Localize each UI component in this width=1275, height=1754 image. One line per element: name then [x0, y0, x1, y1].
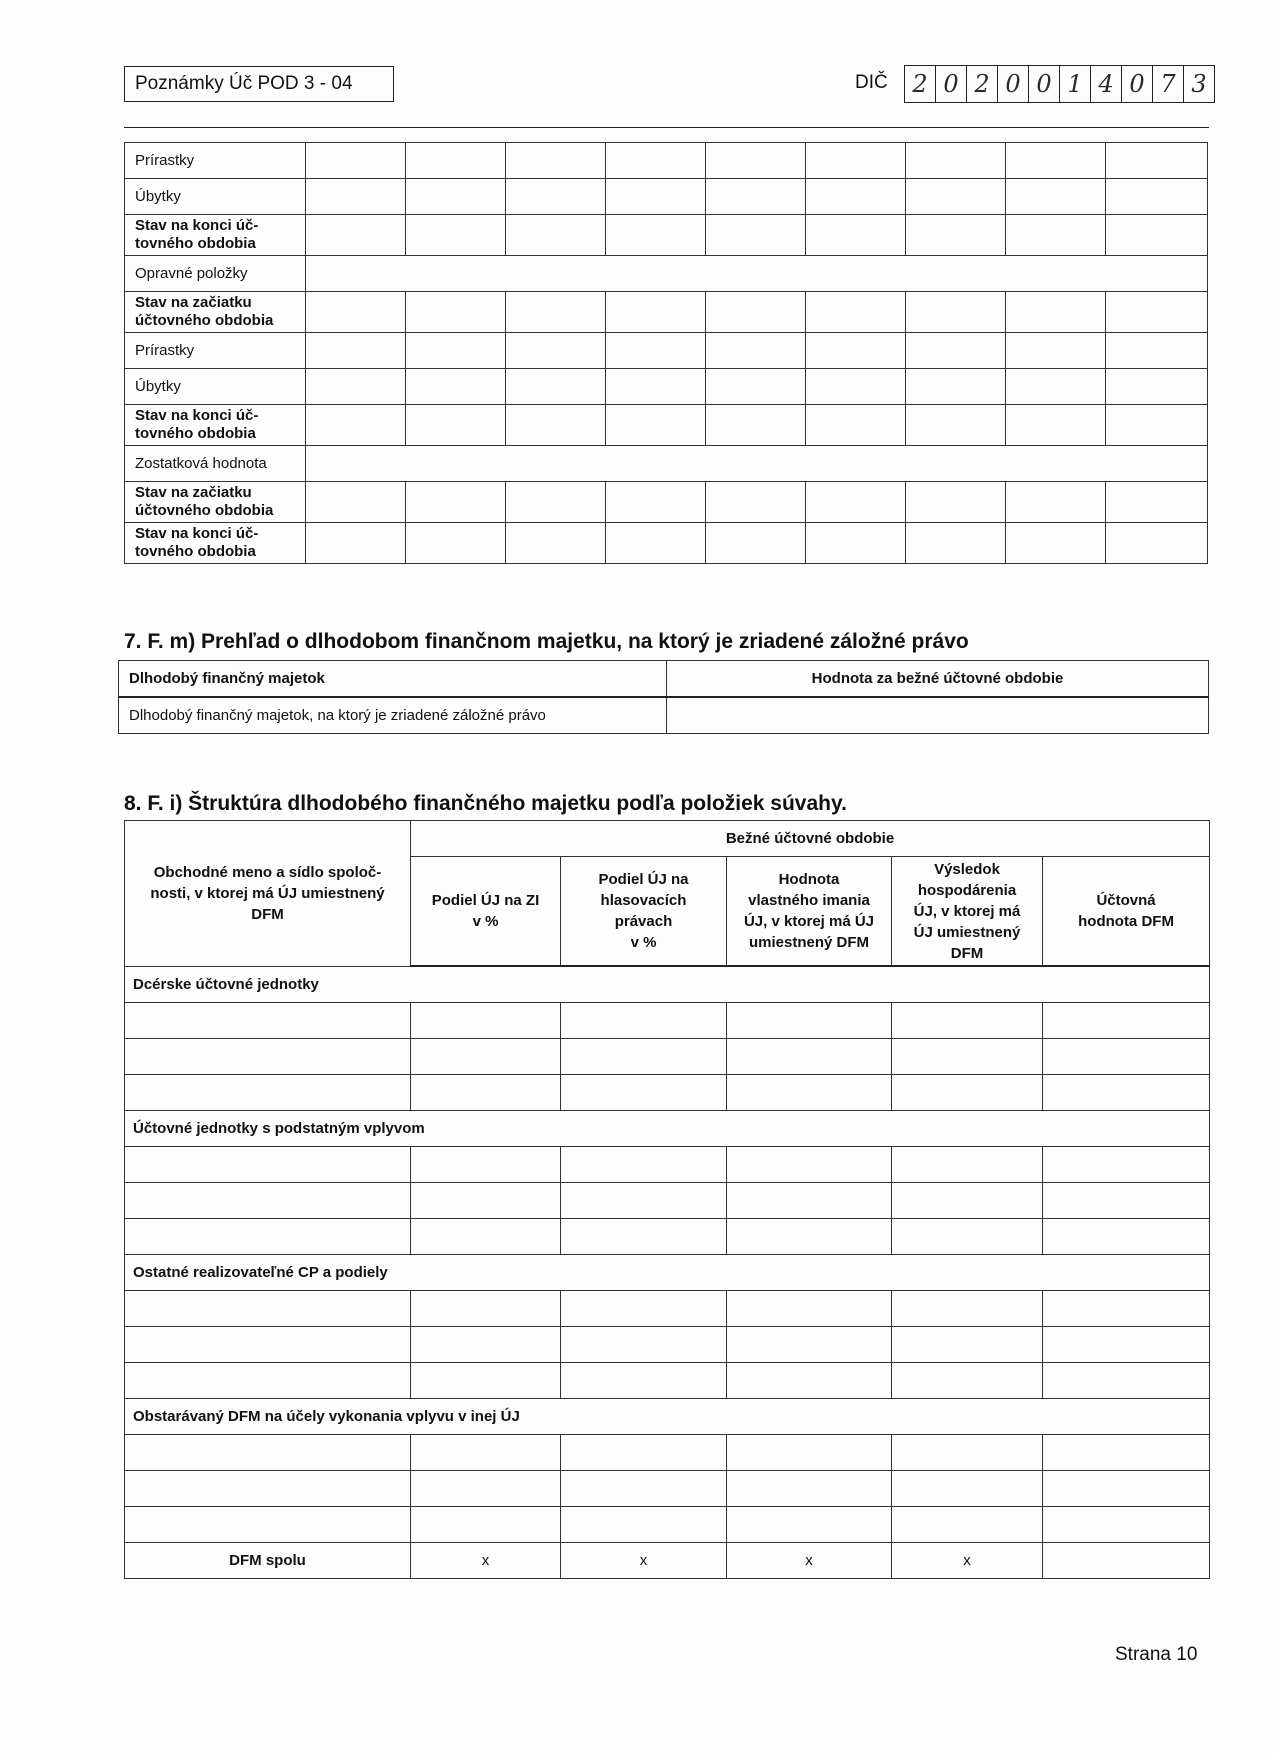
value-cell[interactable]	[1106, 369, 1208, 405]
merged-cell	[306, 256, 1208, 292]
value-cell[interactable]	[406, 405, 506, 446]
x-mark: x	[561, 1543, 727, 1579]
value-cell[interactable]	[506, 179, 606, 215]
value-cell[interactable]	[1043, 1363, 1210, 1399]
value-cell[interactable]	[561, 1471, 727, 1507]
group-label: Obstarávaný DFM na účely vykonania vplyvu v inej ÚJ	[125, 1399, 1210, 1435]
value-cell[interactable]	[406, 292, 506, 333]
value-cell[interactable]	[1043, 1003, 1210, 1039]
value-cell[interactable]	[306, 143, 406, 179]
value-cell[interactable]	[1006, 179, 1106, 215]
value-cell[interactable]	[906, 333, 1006, 369]
column-header: Účtovná hodnota DFM	[1043, 857, 1210, 967]
period-header: Bežné účtovné obdobie	[411, 821, 1210, 857]
dic-digit: 2	[905, 66, 936, 102]
group-label: Účtovné jednotky s podstatným vplyvom	[125, 1111, 1210, 1147]
row-label: Opravné položky	[125, 256, 306, 292]
total-label: DFM spolu	[125, 1543, 411, 1579]
dic-digit: 0	[1029, 66, 1060, 102]
value-cell[interactable]	[892, 1435, 1043, 1471]
column-header: Podiel ÚJ na hlasovacích právach v %	[561, 857, 727, 967]
value-cell[interactable]	[1043, 1471, 1210, 1507]
value-cell[interactable]	[411, 1219, 561, 1255]
value-cell[interactable]	[906, 215, 1006, 256]
value-cell[interactable]	[1106, 523, 1208, 564]
value-cell[interactable]	[1006, 523, 1106, 564]
value-cell[interactable]	[561, 1327, 727, 1363]
dic-digit: 2	[967, 66, 998, 102]
value-cell[interactable]	[727, 1363, 892, 1399]
x-mark: x	[411, 1543, 561, 1579]
value-cell[interactable]	[727, 1471, 892, 1507]
value-cell[interactable]	[606, 369, 706, 405]
value-cell[interactable]	[306, 482, 406, 523]
table-row	[125, 1363, 1210, 1399]
value-cell[interactable]	[1006, 143, 1106, 179]
value-cell[interactable]	[892, 1219, 1043, 1255]
value-cell[interactable]	[806, 369, 906, 405]
value-cell[interactable]	[125, 1471, 411, 1507]
table-row	[125, 1183, 1210, 1219]
value-cell[interactable]	[125, 1039, 411, 1075]
value-cell[interactable]	[892, 1507, 1043, 1543]
value-cell[interactable]	[892, 1183, 1043, 1219]
value-cell[interactable]	[806, 482, 906, 523]
row-label: Dlhodobý finančný majetok, na ktorý je zriadené záložné právo	[119, 697, 667, 734]
value-cell[interactable]	[706, 215, 806, 256]
row-label: Zostatková hodnota	[125, 446, 306, 482]
value-cell[interactable]	[561, 1183, 727, 1219]
column-header: Výsledok hospodárenia ÚJ, v ktorej má ÚJ umiestnený DFM	[892, 857, 1043, 967]
column-header: Dlhodobý finančný majetok	[119, 661, 667, 698]
value-cell[interactable]	[667, 697, 1209, 734]
table-row	[125, 1471, 1210, 1507]
value-cell[interactable]	[892, 1471, 1043, 1507]
value-cell[interactable]	[125, 1075, 411, 1111]
value-cell[interactable]	[411, 1147, 561, 1183]
value-cell[interactable]	[506, 333, 606, 369]
section-7-title: 7. F. m) Prehľad o dlhodobom finančnom majetku, na ktorý je zriadené záložné právo	[124, 630, 969, 653]
value-cell[interactable]	[706, 179, 806, 215]
table-row	[125, 1435, 1210, 1471]
value-cell[interactable]	[561, 1039, 727, 1075]
value-cell[interactable]	[125, 1183, 411, 1219]
value-cell[interactable]	[806, 333, 906, 369]
dic-field	[904, 65, 1215, 103]
value-cell[interactable]	[727, 1075, 892, 1111]
table-row	[125, 1291, 1210, 1327]
value-cell[interactable]	[125, 1327, 411, 1363]
value-cell[interactable]	[727, 1039, 892, 1075]
value-cell[interactable]	[406, 523, 506, 564]
value-cell[interactable]	[506, 215, 606, 256]
value-cell[interactable]	[906, 292, 1006, 333]
table-row	[125, 405, 1208, 446]
value-cell[interactable]	[1006, 482, 1106, 523]
value-cell[interactable]	[727, 1219, 892, 1255]
value-cell[interactable]	[706, 523, 806, 564]
value-cell[interactable]	[806, 405, 906, 446]
x-mark: x	[892, 1543, 1043, 1579]
value-cell[interactable]	[892, 1291, 1043, 1327]
table-row	[125, 1075, 1210, 1111]
value-cell[interactable]	[1043, 1543, 1210, 1579]
value-cell[interactable]	[411, 1075, 561, 1111]
group-row	[125, 1255, 1210, 1291]
value-cell[interactable]	[306, 179, 406, 215]
value-cell[interactable]	[892, 1003, 1043, 1039]
table-row	[125, 256, 1208, 292]
value-cell[interactable]	[406, 369, 506, 405]
table-row	[125, 523, 1208, 564]
table-row	[125, 179, 1208, 215]
value-cell[interactable]	[606, 143, 706, 179]
column-header: Hodnota za bežné účtovné obdobie	[667, 661, 1209, 698]
value-cell[interactable]	[306, 215, 406, 256]
table-row	[125, 292, 1208, 333]
value-cell[interactable]	[406, 143, 506, 179]
value-cell[interactable]	[1106, 333, 1208, 369]
total-row	[125, 1543, 1210, 1579]
value-cell[interactable]	[125, 1435, 411, 1471]
value-cell[interactable]	[1006, 369, 1106, 405]
table-row	[125, 1219, 1210, 1255]
value-cell[interactable]	[606, 405, 706, 446]
value-cell[interactable]	[561, 1147, 727, 1183]
dic-digit: 4	[1091, 66, 1122, 102]
value-cell[interactable]	[806, 179, 906, 215]
value-cell[interactable]	[411, 1471, 561, 1507]
value-cell[interactable]	[406, 333, 506, 369]
value-cell[interactable]	[806, 143, 906, 179]
value-cell[interactable]	[727, 1435, 892, 1471]
row-label: Prírastky	[125, 143, 306, 179]
value-cell[interactable]	[1006, 405, 1106, 446]
value-cell[interactable]	[1043, 1039, 1210, 1075]
value-cell[interactable]	[1043, 1507, 1210, 1543]
table-row	[125, 143, 1208, 179]
value-cell[interactable]	[727, 1327, 892, 1363]
table-row	[125, 446, 1208, 482]
value-cell[interactable]	[606, 482, 706, 523]
value-cell[interactable]	[411, 1003, 561, 1039]
value-cell[interactable]	[892, 1075, 1043, 1111]
value-cell[interactable]	[1006, 333, 1106, 369]
value-cell[interactable]	[561, 1075, 727, 1111]
value-cell[interactable]	[506, 405, 606, 446]
table-row	[125, 1147, 1210, 1183]
value-cell[interactable]	[561, 1363, 727, 1399]
value-cell[interactable]	[727, 1507, 892, 1543]
value-cell[interactable]	[125, 1147, 411, 1183]
value-cell[interactable]	[727, 1147, 892, 1183]
value-cell[interactable]	[606, 179, 706, 215]
table-row	[125, 369, 1208, 405]
value-cell[interactable]	[406, 482, 506, 523]
value-cell[interactable]	[1043, 1147, 1210, 1183]
value-cell[interactable]	[706, 143, 806, 179]
value-cell[interactable]	[1106, 292, 1208, 333]
column-header: Podiel ÚJ na ZI v %	[411, 857, 561, 967]
value-cell[interactable]	[506, 523, 606, 564]
pledged-assets-table	[118, 660, 1209, 734]
value-cell[interactable]	[1106, 215, 1208, 256]
value-cell[interactable]	[906, 482, 1006, 523]
row-label: Úbytky	[125, 369, 306, 405]
dic-label: DIČ	[855, 72, 888, 93]
value-cell[interactable]	[1106, 143, 1208, 179]
value-cell[interactable]	[606, 523, 706, 564]
dic-digit: 3	[1191, 70, 1207, 98]
column-header: Obchodné meno a sídlo spoloč- nosti, v ktorej má ÚJ umiestnený DFM	[125, 821, 411, 967]
value-cell[interactable]	[411, 1435, 561, 1471]
value-cell[interactable]	[306, 333, 406, 369]
dfm-structure-table	[124, 820, 1210, 1579]
value-cell[interactable]	[1043, 1075, 1210, 1111]
value-cell[interactable]	[125, 1003, 411, 1039]
dic-digit: 0	[1122, 66, 1153, 102]
group-row	[125, 966, 1210, 1003]
x-mark: x	[727, 1543, 892, 1579]
group-label: Ostatné realizovateľné CP a podiely	[125, 1255, 1210, 1291]
value-cell[interactable]	[706, 405, 806, 446]
row-label: Stav na začiatku účtovného obdobia	[125, 482, 306, 523]
table-row	[125, 1003, 1210, 1039]
value-cell[interactable]	[1106, 482, 1208, 523]
value-cell[interactable]	[906, 143, 1006, 179]
group-row	[125, 1399, 1210, 1435]
value-cell[interactable]	[506, 292, 606, 333]
value-cell[interactable]	[411, 1327, 561, 1363]
value-cell[interactable]	[806, 215, 906, 256]
value-cell[interactable]	[606, 333, 706, 369]
value-cell[interactable]	[411, 1039, 561, 1075]
table-row	[125, 482, 1208, 523]
value-cell[interactable]	[1006, 215, 1106, 256]
value-cell[interactable]	[561, 1291, 727, 1327]
section-8-title: 8. F. i) Štruktúra dlhodobého finančného majetku podľa položiek súvahy.	[124, 792, 847, 815]
value-cell[interactable]	[561, 1219, 727, 1255]
value-cell[interactable]	[1043, 1327, 1210, 1363]
value-cell[interactable]	[411, 1507, 561, 1543]
value-cell[interactable]	[1043, 1435, 1210, 1471]
value-cell[interactable]	[906, 405, 1006, 446]
value-cell[interactable]	[411, 1183, 561, 1219]
table-row	[125, 215, 1208, 256]
value-cell[interactable]	[561, 1507, 727, 1543]
value-cell[interactable]	[892, 1327, 1043, 1363]
table-row	[125, 1507, 1210, 1543]
value-cell[interactable]	[727, 1003, 892, 1039]
value-cell[interactable]	[606, 292, 706, 333]
value-cell[interactable]	[411, 1363, 561, 1399]
value-cell[interactable]	[727, 1183, 892, 1219]
group-row	[125, 1111, 1210, 1147]
value-cell[interactable]	[1043, 1183, 1210, 1219]
value-cell[interactable]	[506, 143, 606, 179]
header-divider	[124, 127, 1209, 128]
value-cell[interactable]	[892, 1147, 1043, 1183]
table-row	[125, 333, 1208, 369]
value-cell[interactable]	[506, 369, 606, 405]
value-cell[interactable]	[561, 1003, 727, 1039]
value-cell[interactable]	[706, 333, 806, 369]
table-row	[125, 1327, 1210, 1363]
dic-digit: 0	[936, 66, 967, 102]
value-cell[interactable]	[406, 215, 506, 256]
value-cell[interactable]	[1006, 292, 1106, 333]
value-cell[interactable]	[1043, 1291, 1210, 1327]
value-cell[interactable]	[1106, 405, 1208, 446]
value-cell[interactable]	[706, 369, 806, 405]
row-label: Stav na konci úč- tovného obdobia	[125, 405, 306, 446]
value-cell[interactable]	[561, 1435, 727, 1471]
value-cell[interactable]	[1106, 179, 1208, 215]
value-cell[interactable]	[706, 292, 806, 333]
row-label: Stav na začiatku účtovného obdobia	[125, 292, 306, 333]
value-cell[interactable]	[306, 369, 406, 405]
value-cell[interactable]	[906, 369, 1006, 405]
value-cell[interactable]	[125, 1291, 411, 1327]
form-label: Poznámky Úč POD 3 - 04	[124, 66, 394, 102]
value-cell[interactable]	[125, 1219, 411, 1255]
group-label: Dcérske účtovné jednotky	[125, 966, 1210, 1003]
value-cell[interactable]	[406, 179, 506, 215]
row-label: Prírastky	[125, 333, 306, 369]
row-label: Úbytky	[125, 179, 306, 215]
value-cell[interactable]	[906, 523, 1006, 564]
value-cell[interactable]	[125, 1507, 411, 1543]
dic-digit: 7	[1153, 66, 1184, 102]
asset-movement-table	[124, 142, 1208, 564]
value-cell[interactable]	[125, 1363, 411, 1399]
value-cell[interactable]	[306, 523, 406, 564]
value-cell[interactable]	[892, 1039, 1043, 1075]
value-cell[interactable]	[606, 215, 706, 256]
row-label: Stav na konci úč- tovného obdobia	[125, 215, 306, 256]
value-cell[interactable]	[506, 482, 606, 523]
value-cell[interactable]	[706, 482, 806, 523]
value-cell[interactable]	[1043, 1219, 1210, 1255]
value-cell[interactable]	[306, 292, 406, 333]
value-cell[interactable]	[906, 179, 1006, 215]
row-label: Stav na konci úč- tovného obdobia	[125, 523, 306, 564]
table-row	[125, 1039, 1210, 1075]
value-cell[interactable]	[892, 1363, 1043, 1399]
value-cell[interactable]	[411, 1291, 561, 1327]
value-cell[interactable]	[806, 292, 906, 333]
dic-digit: 0	[998, 66, 1029, 102]
dic-digit: 1	[1060, 66, 1091, 102]
value-cell[interactable]	[306, 405, 406, 446]
merged-cell	[306, 446, 1208, 482]
value-cell[interactable]	[727, 1291, 892, 1327]
page-number: Strana 10	[1115, 1644, 1198, 1665]
value-cell[interactable]	[806, 523, 906, 564]
column-header: Hodnota vlastného imania ÚJ, v ktorej má ÚJ umiestnený DFM	[727, 857, 892, 967]
